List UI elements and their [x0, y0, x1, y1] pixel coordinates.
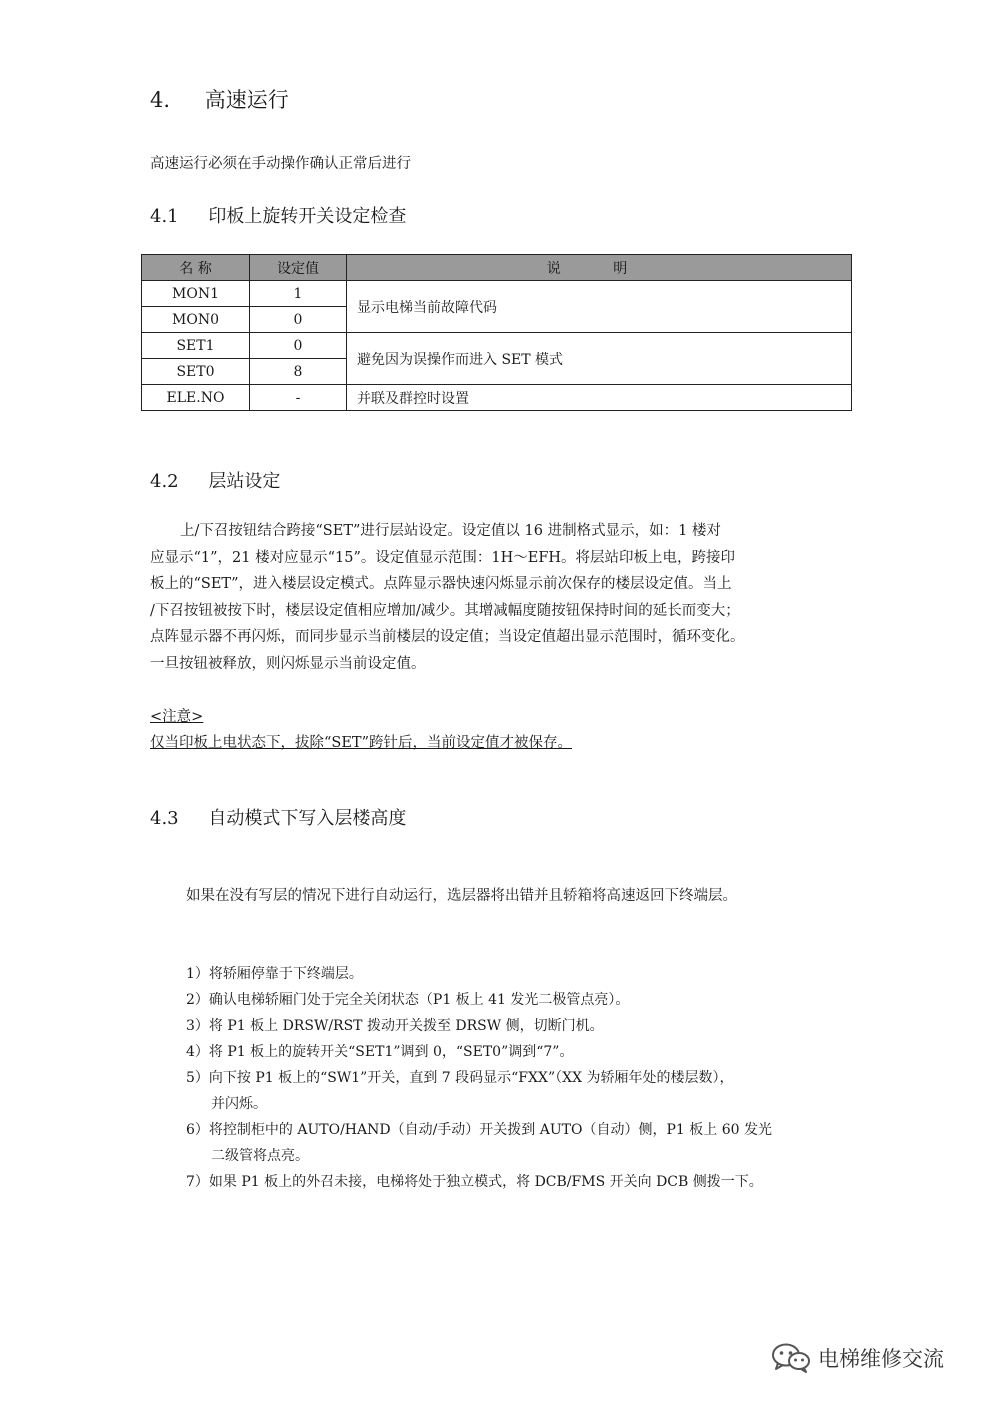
section-title: 印板上旋转开关设定检查: [208, 206, 407, 227]
watermark-text: 电梯维修交流: [818, 1347, 944, 1371]
cell-name: MON1: [142, 281, 250, 307]
cell-note: 避免因为误操作而进入 SET 模式: [347, 333, 852, 385]
step-text: 2）确认电梯轿厢门处于完全关闭状态（P1 板上 41 发光二极管点亮）。: [186, 992, 630, 1008]
section-title: 自动模式下写入层楼高度: [208, 808, 407, 829]
section-4-3-intro: 如果在没有写层的情况下进行自动运行，选层器将出错并且轿箱将高速返回下终端层。: [186, 888, 737, 904]
section-number: 4.2: [150, 471, 179, 492]
step-text: 7）如果 P1 板上的外召未接，电梯将处于独立模式，将 DCB/FMS 开关向 DCB 侧拨一下。: [186, 1174, 763, 1190]
table-row: [142, 281, 852, 307]
cell-note: 并联及群控时设置: [347, 385, 852, 411]
step-text: 5）向下按 P1 板上的“SW1”开关，直到 7 段码显示“FXX”（XX 为轿厢年处的楼层数），: [186, 1070, 734, 1086]
step-item: [186, 1039, 573, 1065]
step-continuation: 二级管将点亮。: [211, 1148, 309, 1164]
paragraph-line: 一旦按钮被释放，则闪烁显示当前设定值。: [150, 655, 426, 672]
cell-name: SET0: [142, 359, 250, 385]
step-continuation: 并闪烁。: [211, 1096, 267, 1112]
switch-settings-table: [141, 254, 852, 411]
cell-name: MON0: [142, 307, 250, 333]
section-number: 4.: [150, 88, 171, 112]
section-number: 4.1: [150, 206, 179, 227]
step-item: [186, 961, 363, 987]
section-4-3-heading: [150, 804, 406, 830]
section-title: 层站设定: [208, 471, 281, 492]
section-title: 高速运行: [204, 88, 289, 112]
step-text: 4）将 P1 板上的旋转开关“SET1”调到 0，“SET0”调到“7”。: [186, 1044, 574, 1060]
step-item: [186, 1169, 763, 1195]
table-header-row: [142, 255, 852, 281]
paragraph-line: /下召按钮被按下时，楼层设定值相应增加/减少。其增减幅度随按钮保持时间的延长而变大；: [150, 602, 740, 619]
step-item: [186, 1117, 772, 1169]
step-text: 3）将 P1 板上 DRSW/RST 拨动开关拨至 DRSW 侧，切断门机。: [186, 1018, 604, 1034]
header-name: 名 称: [142, 255, 250, 281]
cell-value: 1: [250, 281, 347, 307]
section-4-2-paragraph: [150, 518, 845, 677]
intro-text: 高速运行必须在手动操作确认正常后进行: [150, 156, 411, 172]
step-text: 6）将控制柜中的 AUTO/HAND（自动/手动）开关拨到 AUTO（自动）侧，P1 板上 60 发光: [186, 1122, 772, 1138]
section-4-heading: [150, 84, 289, 114]
cell-note: 显示电梯当前故障代码: [347, 281, 852, 333]
step-item: [186, 1013, 604, 1039]
table-row: [142, 385, 852, 411]
step-text: 1）将轿厢停靠于下终端层。: [186, 966, 363, 982]
cell-value: 0: [250, 333, 347, 359]
wechat-icon: [770, 1342, 812, 1374]
header-value: 设定值: [250, 255, 347, 281]
watermark: [770, 1342, 944, 1374]
step-item: [186, 987, 629, 1013]
cell-value: 0: [250, 307, 347, 333]
section-number: 4.3: [150, 808, 179, 829]
section-4-2-heading: [150, 467, 280, 493]
note-text: 仅当印板上电状态下，拔除“SET”跨针后，当前设定值才被保存。: [150, 735, 573, 751]
paragraph-line: 点阵显示器不再闪烁，而同步显示当前楼层的设定值；当设定值超出显示范围时，循环变化。: [150, 629, 745, 645]
section-4-1-heading: [150, 202, 406, 228]
paragraph-line: 上/下召按钮结合跨接“SET”进行层站设定。设定值以 16 进制格式显示，如：1 楼对: [180, 523, 721, 539]
paragraph-line: 板上的“SET”，进入楼层设定模式。点阵显示器快速闪烁显示前次保存的楼层设定值。当上: [150, 576, 732, 592]
step-item: [186, 1065, 734, 1117]
cell-value: 8: [250, 359, 347, 385]
note-label: <注意>: [150, 709, 204, 725]
cell-name: SET1: [142, 333, 250, 359]
paragraph-line: 应显示“1”，21 楼对应显示“15”。设定值显示范围：1H～EFH。将层站印板上电，跨接印: [150, 549, 736, 566]
cell-value: -: [250, 385, 347, 411]
header-note: 说 明: [347, 255, 852, 281]
cell-name: ELE.NO: [142, 385, 250, 411]
table-row: [142, 333, 852, 359]
